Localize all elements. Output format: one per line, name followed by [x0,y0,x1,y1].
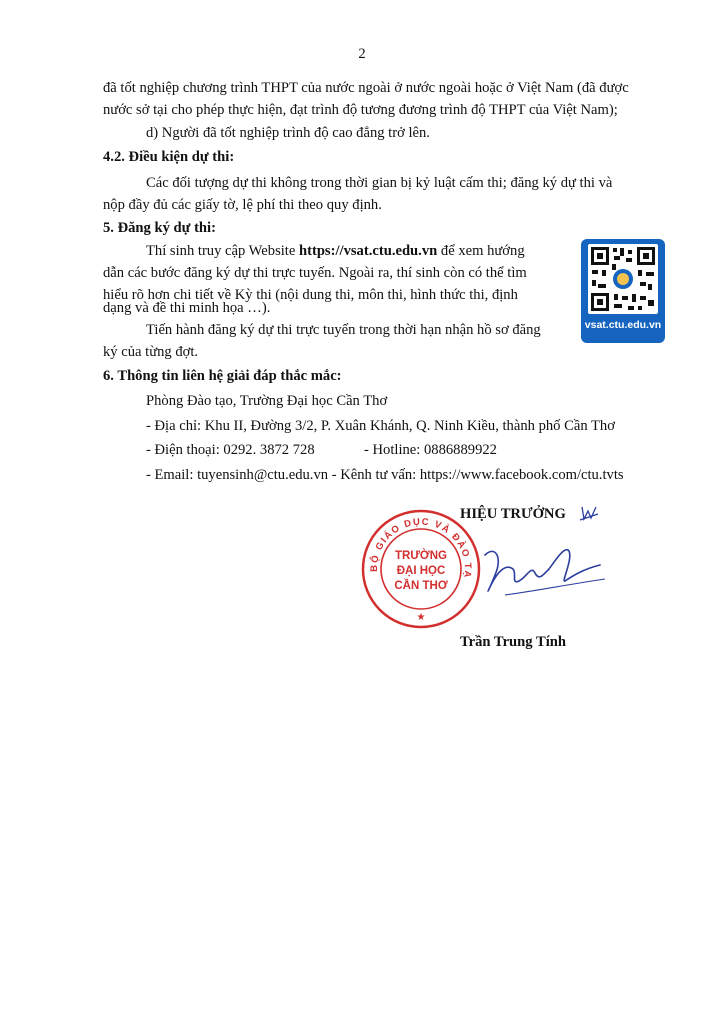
qr-code-card[interactable] [581,239,665,343]
handwritten-signature [465,535,610,610]
registration-text: để xem hướng [437,243,525,259]
registration-text: Thí sinh truy cập Website [146,243,299,259]
section-heading-5: 5. Đăng ký dự thi: [103,220,216,236]
qr-caption: vsat.ctu.edu.vn [584,319,662,331]
paragraph-line: hiểu rõ hơn chi tiết về Kỳ thi (nội dung thi, môn thi, hình thức thi, định [103,287,518,303]
website-link[interactable]: https://vsat.ctu.edu.vn [298,243,438,259]
list-item-d: d) Người đã tốt nghiệp trình độ cao đẳng trở lên. [146,125,430,141]
paragraph-line: ký của từng đợt. [103,344,199,360]
paragraph-line: Các đối tượng dự thi không trong thời gian bị kỷ luật cấm thi; đăng ký dự thi và [146,175,613,191]
paragraph-line: dẫn các bước đăng ký dự thi trực tuyến. Ngoài ra, thí sinh còn có thể tìm [103,265,527,281]
paragraph-line: Tiến hành đăng ký dự thi trực tuyến trong thời hạn nhận hồ sơ đăng [146,322,541,338]
page-number: 2 [358,46,366,62]
svg-text:★: ★ [416,612,426,623]
signer-title: HIỆU TRƯỞNG [460,506,566,522]
signer-name: Trần Trung Tính [460,634,566,650]
contact-email: - Email: tuyensinh@ctu.edu.vn - Kênh tư vấn: https://www.facebook.com/ctu.tvts [146,467,624,483]
svg-text:BỘ GIÁO DỤC VÀ ĐÀO TẠO: BỘ GIÁO DỤC VÀ ĐÀO TẠ [368,516,474,580]
initial-mark-icon [578,503,600,523]
contact-hotline: - Hotline: 0886889922 [364,442,497,458]
paragraph-line: dạng và đề thi minh họa …). [103,300,271,316]
paragraph-line: đã tốt nghiệp chương trình THPT của nước ngoài ở nước ngoài hoặc ở Việt Nam (đã được [103,80,629,96]
section-heading-6: 6. Thông tin liên hệ giải đáp thắc mắc: [103,368,342,384]
registration-line-1 [146,242,525,260]
official-seal-stamp [360,508,482,630]
section-heading-4-2: 4.2. Điều kiện dự thi: [103,149,235,165]
svg-text:ĐẠI HỌC: ĐẠI HỌC [396,565,446,577]
svg-text:CẦN THƠ: CẦN THƠ [394,580,448,592]
paragraph-line: nước sở tại cho phép thực hiện, đạt trình độ tương đương trình độ THPT của Việt Nam); [103,102,618,118]
paragraph-line: nộp đầy đủ các giấy tờ, lệ phí thi theo quy định. [103,197,382,213]
contact-organization: Phòng Đào tạo, Trường Đại học Cần Thơ [146,393,388,409]
qr-code-icon [588,244,658,314]
contact-phone: - Điện thoại: 0292. 3872 728 [146,442,315,458]
svg-text:TRƯỜNG: TRƯỜNG [395,550,447,562]
contact-address: - Địa chỉ: Khu II, Đường 3/2, P. Xuân Khánh, Q. Ninh Kiều, thành phố Cần Thơ [146,418,615,434]
